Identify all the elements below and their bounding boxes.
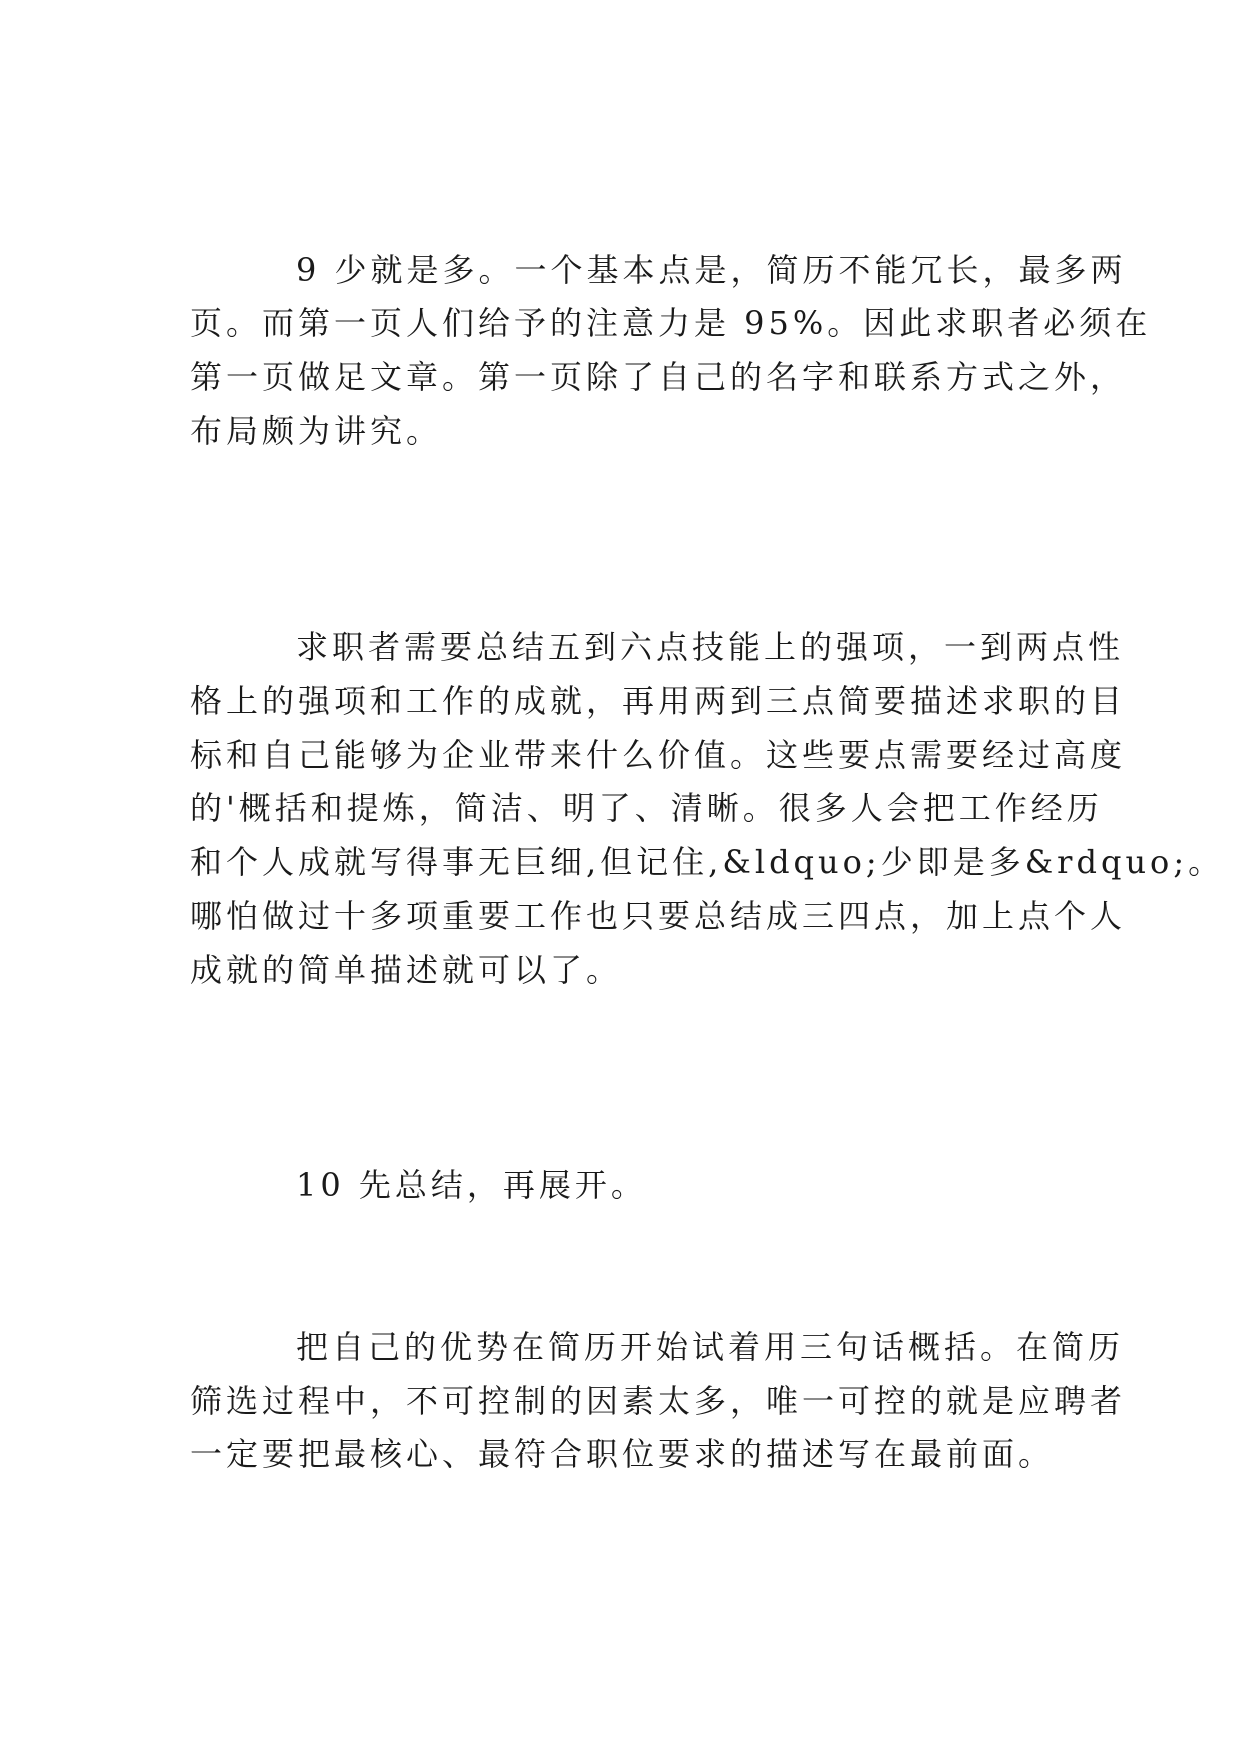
paragraph-line: 的'概括和提炼，简洁、明了、清晰。很多人会把工作经历: [190, 789, 1103, 827]
paragraph-line: 第一页做足文章。第一页除了自己的名字和联系方式之外，: [190, 358, 1127, 396]
paragraph-line: 把自己的优势在简历开始试着用三句话概括。在简历: [296, 1328, 1125, 1366]
paragraph-line: 哪怕做过十多项重要工作也只要总结成三四点，加上点个人: [190, 897, 1127, 935]
paragraph-line: 页。而第一页人们给予的注意力是 95%。因此求职者必须在: [190, 304, 1152, 342]
paragraph-line: 10 先总结，再展开。: [296, 1166, 647, 1204]
paragraph-line: 标和自己能够为企业带来什么价值。这些要点需要经过高度: [190, 736, 1127, 774]
paragraph-line: 成就的简单描述就可以了。: [190, 951, 623, 989]
paragraph-line: 9 少就是多。一个基本点是，简历不能冗长，最多两: [296, 251, 1127, 289]
paragraph-line: 一定要把最核心、最符合职位要求的描述写在最前面。: [190, 1435, 1055, 1473]
paragraph-line: 求职者需要总结五到六点技能上的强项，一到两点性: [296, 628, 1125, 666]
paragraph-line: 布局颇为讲究。: [190, 412, 443, 450]
paragraph-line: 和个人成就写得事无巨细,但记住,&ldquo;少即是多&rdquo;。: [190, 843, 1225, 881]
paragraph-line: 筛选过程中，不可控制的因素太多，唯一可控的就是应聘者: [190, 1382, 1127, 1420]
paragraph-line: 格上的强项和工作的成就，再用两到三点简要描述求职的目: [190, 682, 1127, 720]
